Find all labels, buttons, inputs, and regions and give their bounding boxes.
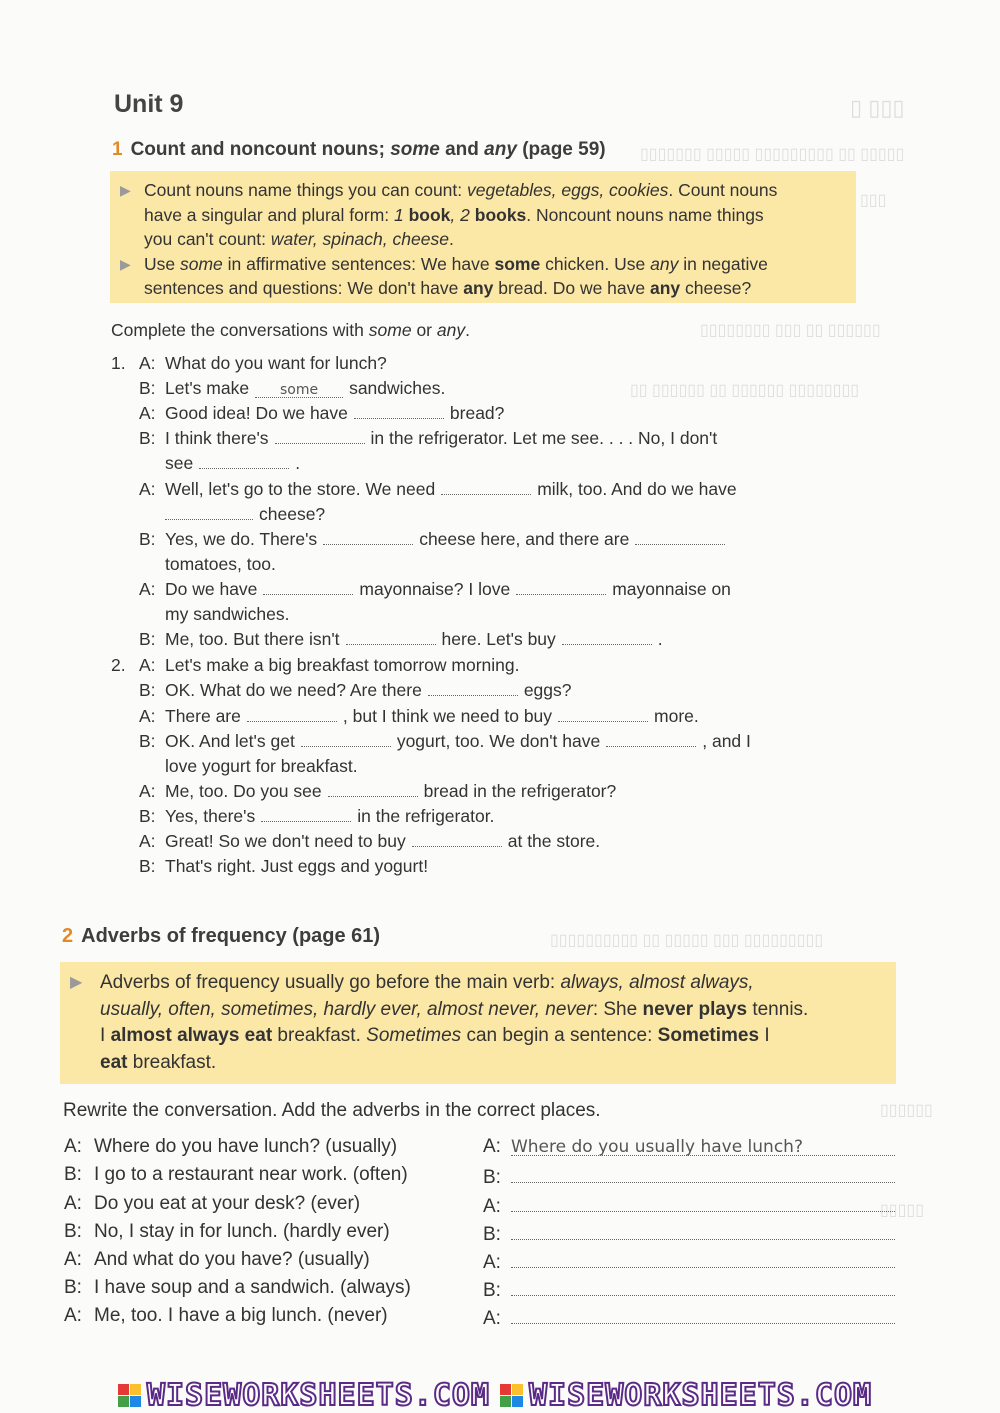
grammar-note-1 — [110, 178, 856, 252]
note-text: book — [408, 204, 451, 225]
speaker-label: B: — [139, 856, 156, 876]
note-text: in affirmative sentences: We have — [222, 253, 495, 274]
speaker-label: B: — [139, 378, 156, 398]
answer-blank[interactable] — [441, 480, 531, 495]
line-text: . — [295, 453, 301, 473]
prompt-line — [64, 1249, 370, 1271]
speaker-label: A: — [139, 579, 156, 599]
answer-blank[interactable] — [346, 630, 436, 645]
line-text: bread in the refrigerator? — [423, 781, 617, 801]
conversation-line — [159, 504, 325, 525]
speaker-label: A: — [64, 1193, 82, 1214]
note-text: water, spinach, cheese — [270, 229, 449, 249]
line-text: my sandwiches. — [165, 604, 290, 624]
answer-field[interactable] — [511, 1249, 895, 1268]
speaker-label: B: — [483, 1167, 501, 1188]
note-text: cheese? — [680, 278, 752, 298]
note-text: vegetables, eggs, cookies — [467, 180, 669, 200]
section-1-heading — [112, 139, 606, 161]
conversation-line — [165, 604, 290, 625]
speaker-label: A: — [139, 781, 156, 801]
line-text: tomatoes, too. — [165, 554, 276, 574]
answer-blank[interactable] — [301, 732, 391, 747]
line-text: see — [165, 453, 194, 473]
note-text: usually, often, sometimes, hardly ever, almost never, never — [100, 998, 593, 1020]
answer-blank[interactable]: some — [255, 383, 343, 398]
grammar-note-box-2 — [60, 962, 896, 1084]
prompt-line — [64, 1193, 360, 1215]
prompt-line — [64, 1305, 388, 1327]
grammar-note-box — [110, 171, 856, 303]
heading-text: and — [439, 139, 485, 160]
conversation-line — [139, 655, 519, 676]
line-text: Well, let's go to the store. We need — [165, 479, 436, 499]
line-text: milk, too. And do we have — [537, 479, 737, 499]
answer-line — [483, 1136, 895, 1158]
note-text: Use — [144, 253, 180, 274]
note-text: 1 — [394, 204, 409, 225]
conversation-line — [139, 529, 731, 550]
section-number: 1 — [112, 139, 123, 160]
note-text: I — [100, 1025, 111, 1046]
heading-text: (page 59) — [516, 139, 606, 160]
line-text: OK. And let's get — [165, 731, 295, 751]
heading-text: some — [390, 139, 440, 160]
note-text: breakfast. — [127, 1051, 217, 1073]
line-text: yogurt, too. We don't have — [396, 731, 601, 751]
line-text: cheese here, and there are — [419, 529, 630, 549]
watermark-footer — [0, 1377, 1000, 1413]
conversation-line — [165, 453, 300, 474]
answer-blank[interactable] — [263, 580, 353, 595]
speaker-label: B: — [64, 1221, 82, 1242]
speaker-label: A: — [483, 1136, 501, 1157]
conversation-line — [165, 756, 358, 777]
answer-blank[interactable] — [562, 630, 652, 645]
conversation-line — [139, 353, 387, 374]
line-text: Do we have — [165, 579, 258, 599]
speaker-label: A: — [139, 403, 156, 423]
note-text: , 2 — [450, 204, 475, 225]
prompt-line — [64, 1136, 397, 1158]
note-text: Adverbs of frequency usually go before the main verb: — [100, 972, 561, 993]
speaker-label: A: — [64, 1249, 82, 1270]
section-2-heading — [62, 925, 380, 948]
answer-line — [483, 1249, 895, 1274]
prompt-text: Me, too. I have a big lunch. (never) — [94, 1305, 388, 1326]
prompt-text: And what do you have? (usually) — [94, 1249, 370, 1270]
speaker-label: A: — [64, 1305, 82, 1326]
line-text: There are — [165, 706, 241, 726]
instruction-text: . — [465, 320, 470, 340]
note-text: have a singular and plural form: — [144, 204, 394, 225]
conversation-line — [139, 629, 663, 650]
grammar-note-2 — [110, 252, 856, 301]
line-text: here. Let's buy — [441, 629, 556, 649]
prompt-line — [64, 1221, 390, 1243]
note-text: tennis. — [747, 998, 809, 1020]
answer-blank[interactable] — [354, 404, 444, 419]
conversation-line — [139, 579, 731, 600]
note-text: Sometimes — [657, 1025, 760, 1046]
watermark-text: WISEWORKSHEETS.COM — [146, 1377, 490, 1413]
heading-text: Count and noncount nouns; — [130, 139, 391, 160]
conversation-line — [139, 378, 445, 399]
line-text: What do you want for lunch? — [165, 353, 387, 373]
conversation-line — [139, 731, 751, 752]
prompt-text: I have soup and a sandwich. (always) — [94, 1277, 411, 1298]
note-text: bread. Do we have — [493, 278, 650, 298]
answer-line — [483, 1221, 895, 1246]
heading-text: any — [484, 139, 517, 160]
speaker-label: A: — [483, 1252, 501, 1273]
wiseworksheets-logo-icon — [500, 1384, 523, 1407]
instruction-text: any — [436, 320, 466, 340]
unit-title: Unit 9 — [114, 90, 184, 118]
conversation-number: 1. — [111, 353, 126, 373]
note-text: eat — [100, 1051, 128, 1073]
line-text: , and I — [702, 731, 751, 751]
watermark-text: WISEWORKSHEETS.COM — [529, 1377, 873, 1413]
line-text: Great! So we don't need to buy — [165, 831, 406, 851]
note-text: in negative — [678, 253, 768, 274]
speaker-label: B: — [64, 1164, 82, 1185]
prompt-text: Where do you have lunch? (usually) — [94, 1136, 398, 1157]
note-text: always, almost always, — [560, 972, 754, 993]
line-text: mayonnaise? I love — [359, 579, 511, 599]
line-text: I think there's — [165, 428, 269, 448]
line-text: bread? — [449, 403, 505, 423]
line-text: Yes, there's — [165, 806, 256, 826]
conversation-line — [165, 554, 276, 575]
exercise-2-instruction: Rewrite the conversation. Add the adverbs in the correct places. — [63, 1100, 601, 1121]
wiseworksheets-logo-icon — [118, 1384, 141, 1407]
note-text: : She — [592, 998, 643, 1020]
note-text: almost always eat — [110, 1025, 273, 1046]
note-text: . Count nouns — [668, 180, 778, 200]
speaker-label: A: — [139, 706, 156, 726]
speaker-label: B: — [483, 1224, 501, 1245]
conversation-line — [139, 831, 600, 852]
exercise-1-instruction — [111, 320, 470, 341]
section-number: 2 — [62, 925, 74, 947]
note-text: can begin a sentence: — [461, 1025, 658, 1046]
speaker-label: B: — [483, 1280, 501, 1301]
note-text: never plays — [642, 998, 748, 1020]
line-text: cheese? — [259, 504, 326, 524]
speaker-label: B: — [64, 1277, 82, 1298]
note-text: sentences and questions: We don't have — [144, 278, 464, 298]
answer-blank[interactable] — [635, 530, 725, 545]
speaker-label: A: — [139, 479, 156, 499]
speaker-label: B: — [139, 428, 156, 448]
line-text: Yes, we do. There's — [165, 529, 318, 549]
arrow-icon: ▶ — [120, 255, 131, 272]
answer-field[interactable] — [511, 1277, 895, 1296]
line-text: at the store. — [507, 831, 601, 851]
speaker-label: A: — [483, 1308, 501, 1329]
answer-blank[interactable] — [247, 707, 337, 722]
note-text: chicken. Use — [540, 253, 651, 274]
answer-blank[interactable] — [516, 580, 606, 595]
instruction-text: Complete the conversations with — [111, 320, 369, 340]
prompt-text: I go to a restaurant near work. (often) — [94, 1164, 408, 1185]
answer-blank[interactable] — [328, 782, 418, 797]
speaker-label: B: — [139, 806, 156, 826]
conversation-line — [139, 428, 717, 449]
note-text: Sometimes — [366, 1025, 462, 1046]
answer-field[interactable]: Where do you usually have lunch? — [511, 1137, 895, 1156]
arrow-icon: ▶ — [120, 182, 131, 198]
answer-line — [483, 1305, 895, 1330]
line-text: in the refrigerator. — [357, 806, 495, 826]
note-text: breakfast. — [272, 1025, 367, 1046]
note-text: I — [759, 1025, 770, 1046]
line-text: Let's make — [165, 378, 250, 398]
answer-blank[interactable] — [428, 681, 518, 696]
line-text: love yogurt for breakfast. — [165, 756, 358, 776]
prompt-line — [64, 1164, 408, 1186]
answer-blank[interactable] — [412, 832, 502, 847]
speaker-label: B: — [139, 529, 156, 549]
note-text: any — [650, 253, 679, 274]
answer-blank[interactable] — [261, 807, 351, 822]
answer-line — [483, 1164, 895, 1189]
line-text: . — [657, 629, 663, 649]
instruction-text: or — [411, 320, 437, 340]
speaker-label: A: — [64, 1136, 82, 1157]
grammar-note — [60, 970, 896, 1076]
prompt-line — [64, 1277, 411, 1299]
line-text: more. — [654, 706, 699, 726]
speaker-label: B: — [139, 629, 156, 649]
conversation-line — [139, 806, 494, 827]
answer-field[interactable] — [511, 1193, 895, 1212]
line-text: eggs? — [523, 680, 572, 700]
speaker-label: A: — [483, 1196, 501, 1217]
answer-blank[interactable] — [165, 505, 253, 520]
conversation-line — [139, 403, 504, 424]
note-text: Count nouns name things you can count: — [144, 180, 467, 200]
conversation-line — [139, 781, 616, 802]
speaker-label: A: — [139, 831, 156, 851]
note-text: any — [650, 278, 681, 298]
line-text: Good idea! Do we have — [165, 403, 348, 423]
answer-blank[interactable] — [323, 530, 413, 545]
conversation-line — [139, 706, 699, 727]
speaker-label: B: — [139, 731, 156, 751]
line-text: Let's make a big breakfast tomorrow morning. — [165, 655, 520, 675]
conversation-line — [139, 856, 428, 877]
answer-blank[interactable] — [606, 732, 696, 747]
note-text: . — [448, 229, 454, 249]
note-text: some — [179, 253, 223, 274]
note-text: some — [494, 253, 541, 274]
conversation-line — [139, 680, 572, 701]
answer-line — [483, 1193, 895, 1218]
line-text: Me, too. But there isn't — [165, 629, 340, 649]
line-text: , but I think we need to buy — [342, 706, 553, 726]
instruction-text: some — [368, 320, 412, 340]
line-text: OK. What do we need? Are there — [165, 680, 422, 700]
line-text: in the refrigerator. Let me see. . . . No, I don't — [370, 428, 718, 448]
note-text: books — [474, 204, 527, 225]
speaker-label: B: — [139, 680, 156, 700]
heading-text: Adverbs of frequency (page 61) — [81, 925, 381, 947]
answer-line — [483, 1277, 895, 1302]
answer-blank[interactable] — [199, 454, 289, 469]
note-text: . Noncount nouns name things — [526, 204, 764, 225]
conversation-number: 2. — [111, 655, 126, 675]
note-text: any — [463, 278, 494, 298]
prompt-text: No, I stay in for lunch. (hardly ever) — [94, 1221, 390, 1242]
line-text: mayonnaise on — [612, 579, 731, 599]
speaker-label: A: — [139, 655, 156, 675]
line-text: That's right. Just eggs and yogurt! — [165, 856, 429, 876]
line-text: Me, too. Do you see — [165, 781, 322, 801]
answer-field[interactable] — [511, 1221, 895, 1240]
answer-field[interactable] — [511, 1305, 895, 1324]
arrow-icon: ▶ — [70, 974, 83, 991]
answer-blank[interactable] — [558, 707, 648, 722]
answer-field[interactable] — [511, 1164, 895, 1183]
answer-blank[interactable] — [275, 429, 365, 444]
conversation-line — [139, 479, 737, 500]
line-text: sandwiches. — [349, 378, 446, 398]
speaker-label: A: — [139, 353, 156, 373]
note-text: you can't count: — [144, 229, 271, 249]
prompt-text: Do you eat at your desk? (ever) — [94, 1193, 361, 1214]
